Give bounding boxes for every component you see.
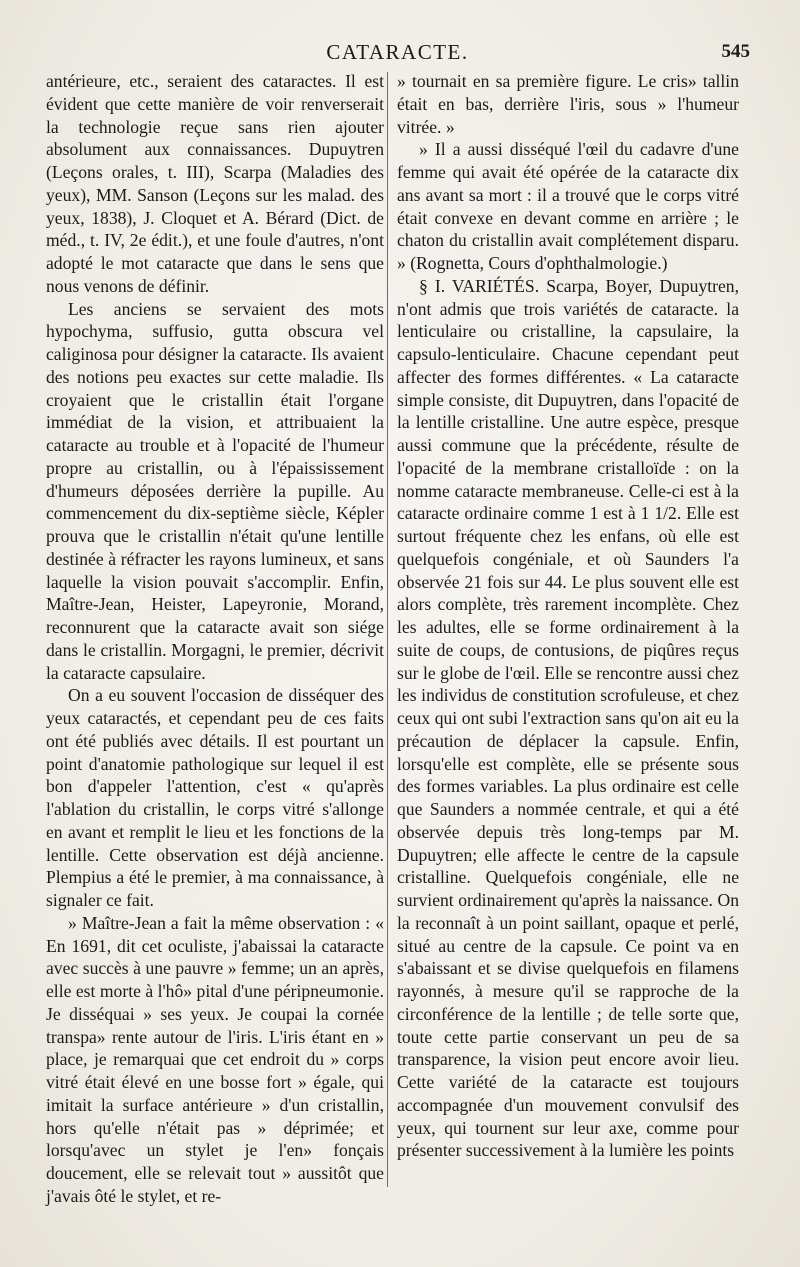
paragraph: On a eu souvent l'occasion de disséquer des yeux cataractés, et cependant peu de ces faits ont été publiés avec détails. Il est pourtant un point d'anatomie pathologique sur lequel il est bon d'appeler l'attention, c'est « qu'après l'ablation du cristallin, le corps vitré s'allonge en avant et remplit le lieu et les fonctions de la lentille. Cette observation est déjà ancienne. Plempius a été le premier, à ma connaissance, à signaler ce fait. [46,685,384,910]
paragraph: Les anciens se servaient des mots hypochyma, suffusio, gutta obscura vel caliginosa pour désigner la cataracte. Ils avaient des notions peu exactes sur cette maladie. Ils croyaient que le cristallin était l'organe immédiat de la vision, et attribuaient la cataracte au trouble et à l'opacité de l'humeur propre au cristallin, ou à l'épaississement d'humeurs déposées derrière la pupille. Au commencement du dix-septième siècle, Képler prouva que le cristallin n'était qu'une lentille destinée à réfracter les rayons lumineux, et sans laquelle la vision pouvait s'accomplir. Enfin, Maître-Jean, Heister, Lapeyronie, Morand, reconnurent que la cataracte avait son siége dans le cristallin. Morgagni, le premier, décrivit la cataracte capsulaire. [46,298,384,683]
paragraph: § I. VARIÉTÉS. Scarpa, Boyer, Dupuytren, n'ont admis que trois variétés de cataracte. la lenticulaire ou cristalline, la capsulaire, la capsulo-lenticulaire. Chacune cependant peut affecter des formes différentes. « La cataracte simple consiste, dit Dupuytren, dans l'opacité de la lentille cristalline. Une autre espèce, presque aussi commune que la précédente, résulte de l'opacité de la membrane cristalloïde : on la nomme cataracte membraneuse. Celle-ci est à la cataracte ordinaire comme 1 est à 1 1/2. Elle est surtout fréquente chez les enfans, où elle est quelquefois congéniale, et où Saunders l'a observée 21 fois sur 44. Le plus souvent elle est alors complète, très rarement incomplète. Chez les adultes, elle se forme ordinairement à la suite de coups, de contusions, de piqûres reçus sur le globe de l'œil. Elle se rencontre aussi chez les individus de constitution scrofuleuse, et chez ceux qui ont subi l'extraction sans qu'on ait eu la précaution de déplacer la capsule. Enfin, lorsqu'elle est complète, elle se présente sous des formes variables. La plus ordinaire est celle que Saunders a nommée centrale, et qui a été observée depuis très long-temps par M. Dupuytren; elle affecte le centre de la capsule cristalline. Quelquefois congéniale, elle ne survient ordinairement qu'après la naissance. On la reconnaît à un point saillant, opaque et perlé, situé au centre de la capsule. Ce point va en s'abaissant et se divise quelquefois en filamens rayonnés, à mesure qu'il se rapproche de la circonférence de la lentille ; de telle sorte que, toute cette partie conservant un peu de sa transparence, la vision peut encore avoir lieu. Cette variété de la cataracte est toujours accompagnée d'un mouvement convulsif des yeux, qui tournent sur leur axe, comme pour présenter successivement à la lumière les points [397,275,739,1161]
left-column [46,70,384,1208]
page-number: 545 [721,41,750,62]
page-header [45,40,750,70]
running-title: CATARACTE. [326,40,469,64]
column-divider [387,72,388,1187]
paragraph: antérieure, etc., seraient des cataractes. Il est évident que cette manière de voir renverserait la technologie reçue sans rien ajouter absolument aux connaissances. Dupuytren (Leçons orales, t. III), Scarpa (Maladies des yeux), MM. Sanson (Leçons sur les malad. des yeux, 1838), J. Cloquet et A. Bérard (Dict. de méd., t. IV, 2e édit.), et une foule d'autres, n'ont adopté le mot cataracte que dans le sens que nous venons de définir. [46,71,384,296]
paragraph: » tournait en sa première figure. Le cris» tallin était en bas, derrière l'iris, sous » l'humeur vitrée. » [397,71,739,137]
paragraph: » Maître-Jean a fait la même observation : « En 1691, dit cet oculiste, j'abaissai la cataracte avec succès à une pauvre » femme; un an après, elle est morte à l'hô» pital d'une péripneumonie. Je disséquai » ses yeux. Je coupai la cornée transpa» rente autour de l'iris. L'iris étant en » place, je remarquai que cet endroit du » corps vitré était élevé en une bosse fort » égale, qui imitait la surface antérieure » d'un cristallin, hors qu'elle n'était pas » déprimée; et lorsqu'avec un stylet je l'en» fonçais doucement, elle se relevait tout » aussitôt que j'avais ôté le stylet, et re- [46,912,384,1206]
right-column [397,70,739,1162]
paragraph: » Il a aussi disséqué l'œil du cadavre d'une femme qui avait été opérée de la cataracte dix ans avant sa mort : il a trouvé que le corps vitré était convexe en devant comme en arrière ; le chaton du cristallin avait complétement disparu. » (Rognetta, Cours d'ophthalmologie.) [397,139,739,273]
